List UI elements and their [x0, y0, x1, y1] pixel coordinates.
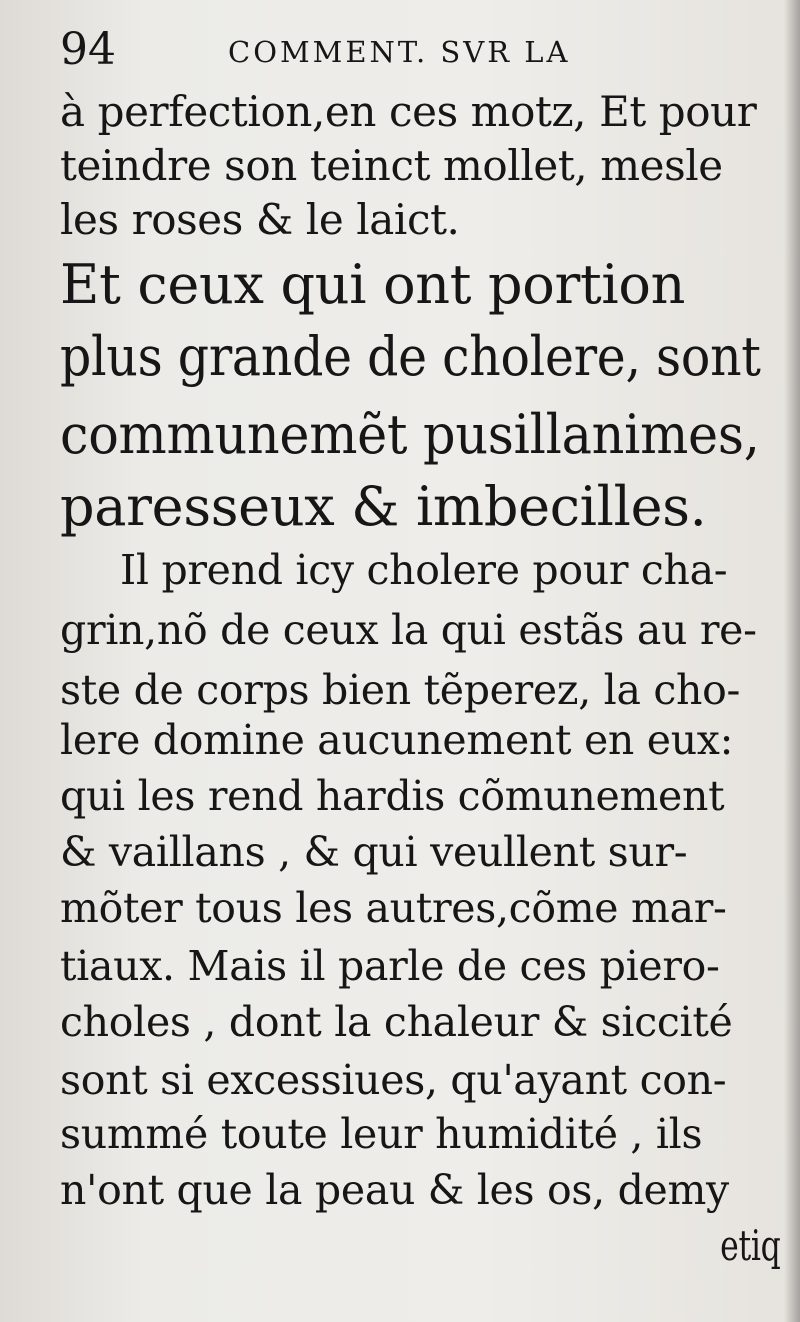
commentary-line: summé toute leur humidité , ils	[60, 1110, 703, 1158]
catchword: etiq	[719, 1221, 780, 1270]
verse-line: paresseux & imbecilles.	[60, 475, 707, 538]
commentary-line: grin,nõ de ceux la qui estãs au re-	[60, 606, 757, 654]
text-line: à perfection,en ces motz, Et pour	[60, 87, 757, 136]
page-header	[60, 22, 760, 82]
page-edge-shadow	[784, 0, 800, 1322]
text-line: les roses & le laict.	[60, 195, 460, 244]
commentary-line: n'ont que la peau & les os, demy	[60, 1166, 729, 1214]
commentary-line: Il prend icy cholere pour cha-	[120, 546, 728, 594]
verse-line: plus grande de cholere, sont	[60, 325, 761, 388]
commentary-line: qui les rend hardis cõmunement	[60, 772, 725, 820]
commentary-line: choles , dont la chaleur & siccité	[60, 998, 733, 1046]
running-head: COMMENT. SVR LA	[228, 35, 571, 69]
commentary-line: & vaillans , & qui veullent sur-	[60, 828, 688, 876]
commentary-line: ste de corps bien tẽperez, la cho-	[60, 666, 741, 714]
commentary-line: sont si excessiues, qu'ayant con-	[60, 1056, 727, 1104]
text-line: teindre son teinct mollet, mesle	[60, 141, 723, 190]
page-number: 94	[60, 24, 116, 75]
commentary-line: lere domine aucunement en eux:	[60, 716, 734, 764]
verse-line: communemẽt pusillanimes,	[60, 403, 760, 466]
verse-line: Et ceux qui ont portion	[60, 253, 686, 316]
commentary-line: mõter tous les autres,cõme mar-	[60, 884, 727, 932]
commentary-line: tiaux. Mais il parle de ces piero-	[60, 942, 720, 990]
